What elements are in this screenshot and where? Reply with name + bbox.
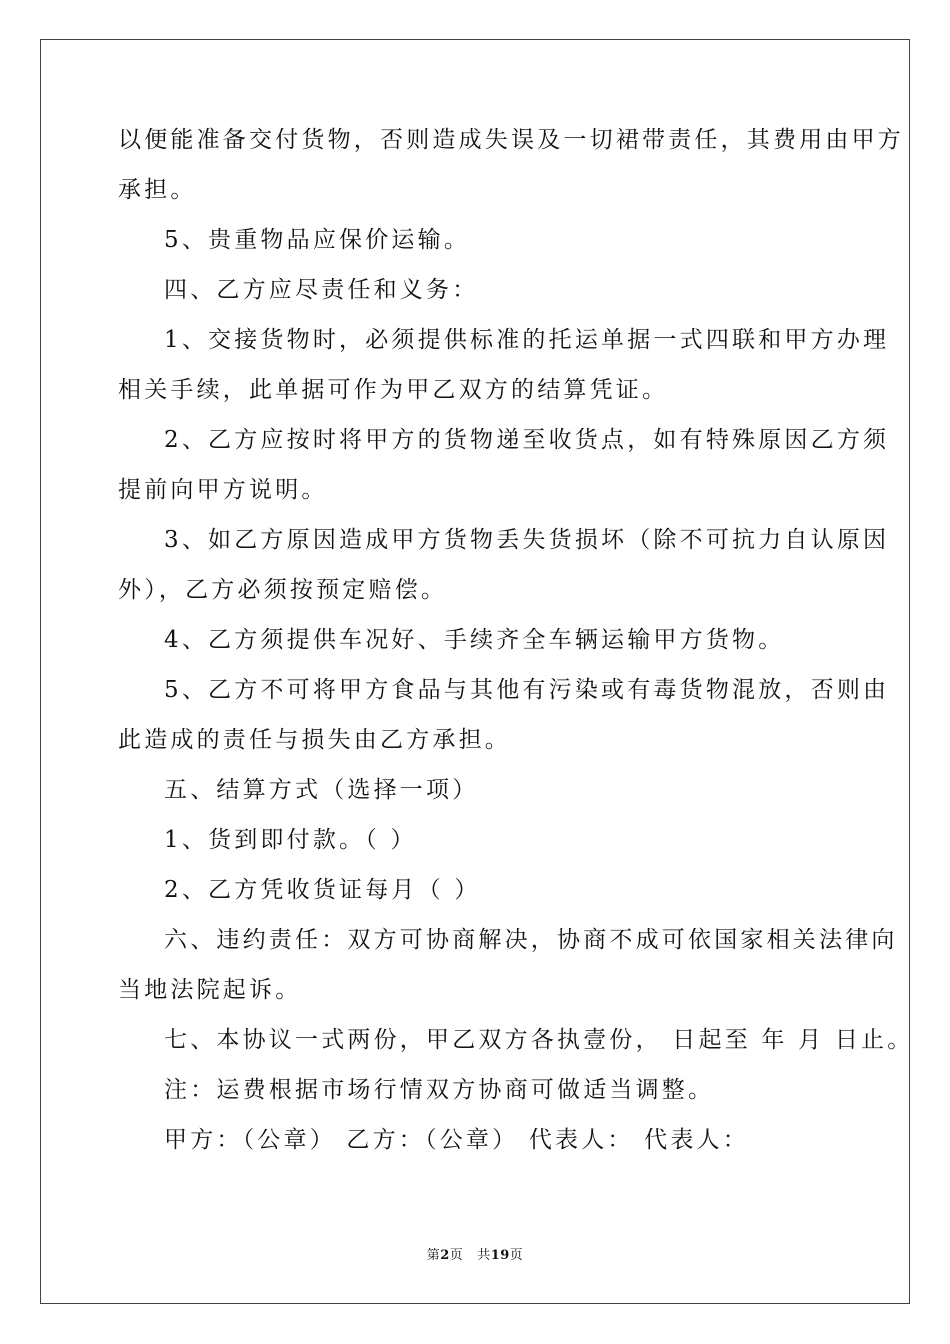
text-line: 5、乙方不可将甲方食品与其他有污染或有毒货物混放，否则由 xyxy=(164,677,890,703)
total-pages: 19 xyxy=(490,1248,510,1263)
text-line: 2、乙方凭收货证每月（ ） xyxy=(164,877,481,903)
total-prefix: 共 xyxy=(477,1248,491,1263)
text-line: 5、贵重物品应保价运输。 xyxy=(164,227,471,253)
page-prefix: 第 xyxy=(426,1248,441,1263)
document-body xyxy=(118,127,914,1153)
text-line: 1、货到即付款。（ ） xyxy=(164,827,417,853)
text-line: 4、乙方须提供车况好、手续齐全车辆运输甲方货物。 xyxy=(164,627,785,653)
text-line: 五、结算方式（选择一项） xyxy=(164,777,479,803)
text-line: 提前向甲方说明。 xyxy=(118,477,328,503)
page-number: 2 xyxy=(440,1248,450,1263)
text-line: 甲方：（公章） 乙方：（公章） 代表人： 代表人： xyxy=(164,1127,749,1153)
text-line: 七、本协议一式两份，甲乙双方各执壹份， 日起至 年 月 日止。 xyxy=(164,1027,914,1053)
page-suffix: 页 xyxy=(449,1248,464,1263)
text-line: 3、如乙方原因造成甲方货物丢失货损坏（除不可抗力自认原因 xyxy=(164,527,890,553)
text-line: 相关手续，此单据可作为甲乙双方的结算凭证。 xyxy=(118,377,669,403)
text-line: 当地法院起诉。 xyxy=(118,977,302,1003)
total-suffix: 页 xyxy=(509,1248,524,1263)
text-line: 注：运费根据市场行情双方协商可做适当调整。 xyxy=(164,1077,715,1103)
text-line: 四、乙方应尽责任和义务： xyxy=(164,277,479,303)
text-line: 外），乙方必须按预定赔偿。 xyxy=(118,577,448,603)
text-line: 1、交接货物时，必须提供标准的托运单据一式四联和甲方办理 xyxy=(164,327,890,353)
text-line: 六、违约责任：双方可协商解决，协商不成可依国家相关法律向 xyxy=(164,927,898,953)
text-line: 以便能准备交付货物，否则造成失误及一切裙带责任，其费用由甲方 xyxy=(118,127,904,153)
text-line: 承担。 xyxy=(118,177,197,203)
text-line: 此造成的责任与损失由乙方承担。 xyxy=(118,727,511,753)
page-footer xyxy=(0,1248,950,1264)
text-line: 2、乙方应按时将甲方的货物递至收货点，如有特殊原因乙方须 xyxy=(164,427,890,453)
